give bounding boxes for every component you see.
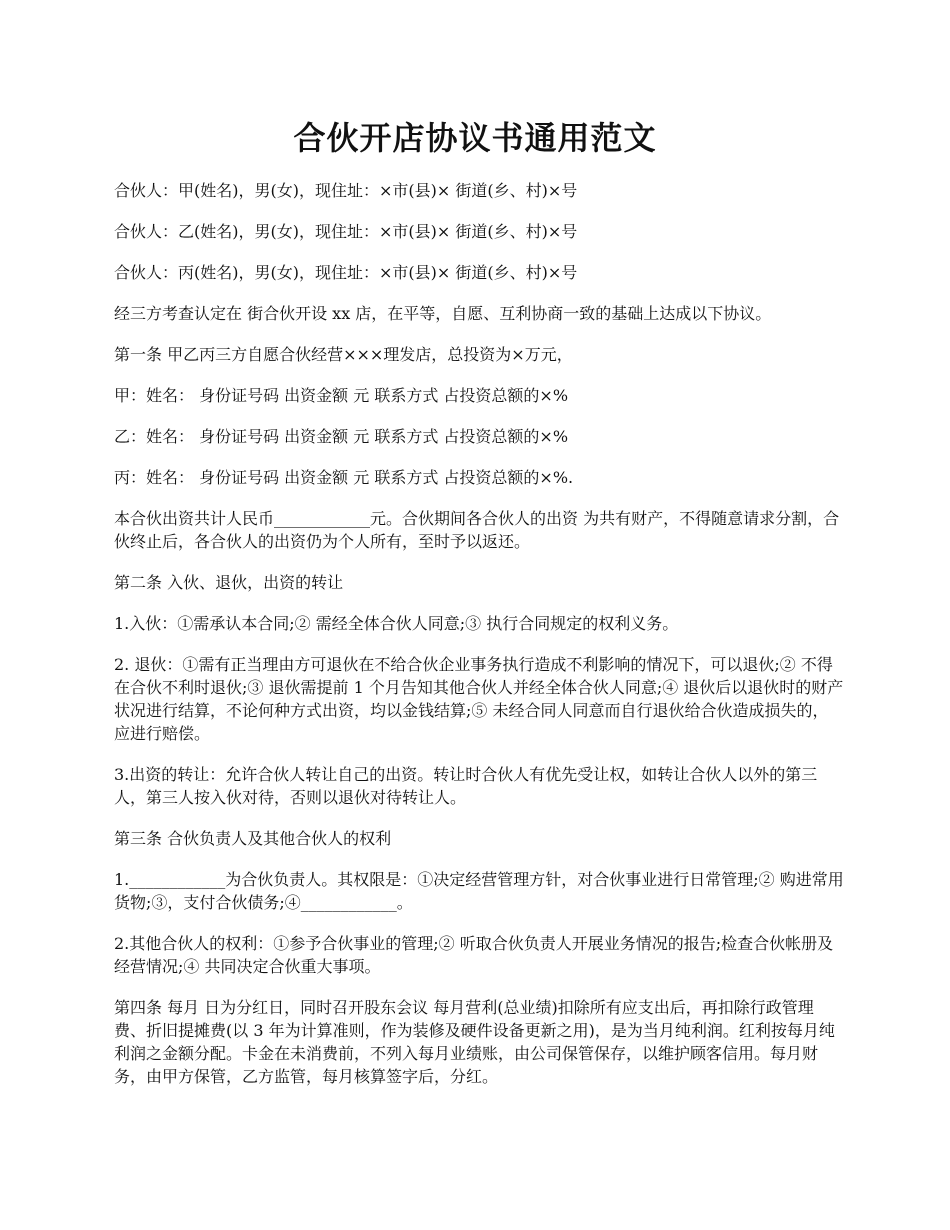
document-body: [114, 179, 844, 1106]
investor-c-line: 丙：姓名： 身份证号码 出资金额 元 联系方式 占投资总额的×%.: [114, 468, 574, 487]
joining-clause: 1.入伙：①需承认本合同;② 需经全体合伙人同意;③ 执行合同规定的权利义务。: [114, 614, 679, 633]
investor-a-line: 甲：姓名： 身份证号码 出资金额 元 联系方式 占投资总额的×%: [114, 386, 569, 405]
article-2-heading: 第二条 入伙、退伙，出资的转让: [114, 573, 344, 592]
document-title: 合伙开店协议书通用范文: [293, 119, 657, 157]
partner-c-line: 合伙人：丙(姓名)，男(女)，现住址：×市(县)× 街道(乡、村)×号: [114, 263, 578, 282]
article-4-paragraph: 第四条 每月 日为分红日，同时召开股东会议 每月营利(总业绩)扣除所有应支出后，再扣除行政管理费、折旧提摊费(以 3 年为计算准则，作为装修及硬件设备更新之用)，是为当月纯利润。红利按每月纯利润之金额分配。卡金在未消费前，不列入每月业绩账，由公司保管保存，以维护顾客信用。每月财务，由甲方保管，乙方监管，每月核算签字后，分红。: [114, 998, 835, 1086]
total-investment-paragraph: 本合伙出资共计人民币____________元。合伙期间各合伙人的出资 为共有财产，不得随意请求分割，合伙终止后，各合伙人的出资仍为个人所有，至时予以返还。: [114, 509, 840, 551]
investor-b-line: 乙：姓名： 身份证号码 出资金额 元 联系方式 占投资总额的×%: [114, 427, 569, 446]
partner-a-line: 合伙人：甲(姓名)，男(女)，现住址：×市(县)× 街道(乡、村)×号: [114, 181, 578, 200]
article-1-heading: 第一条 甲乙丙三方自愿合伙经营×××理发店，总投资为×万元，: [114, 345, 573, 364]
article-3-heading: 第三条 合伙负责人及其他合伙人的权利: [114, 829, 392, 848]
transfer-clause: 3.出资的转让：允许合伙人转让自己的出资。转让时合伙人有优先受让权，如转让合伙人以外的第三人，第三人按入伙对待，否则以退伙对待转让人。: [114, 765, 818, 807]
preamble-paragraph: 经三方考查认定在 街合伙开设 xx 店，在平等，自愿、互利协商一致的基础上达成以下协议。: [114, 304, 772, 323]
withdrawal-clause: 2. 退伙：①需有正当理由方可退伙在不给合伙企业事务执行造成不利影响的情况下，可以退伙;② 不得在合伙不利时退伙;③ 退伙需提前 1 个月告知其他合伙人并经全体合伙人同意;④ 退伙后以退伙时的财产状况进行结算，不论何种方式出资，均以金钱结算;⑤ 未经合同人同意而自行退伙给合伙造成损失的，应进行赔偿。: [114, 655, 844, 743]
other-partner-rights-clause: 2.其他合伙人的权利：①参予合伙事业的管理;② 听取合伙负责人开展业务情况的报告;检查合伙帐册及经营情况;④ 共同决定合伙重大事项。: [114, 934, 834, 976]
partner-b-line: 合伙人：乙(姓名)，男(女)，现住址：×市(县)× 街道(乡、村)×号: [114, 222, 578, 241]
manager-rights-clause: 1.____________为合伙负责人。其权限是：①决定经营管理方针，对合伙事业进行日常管理;② 购进常用货物;③，支付合伙债务;④____________。: [114, 870, 844, 912]
